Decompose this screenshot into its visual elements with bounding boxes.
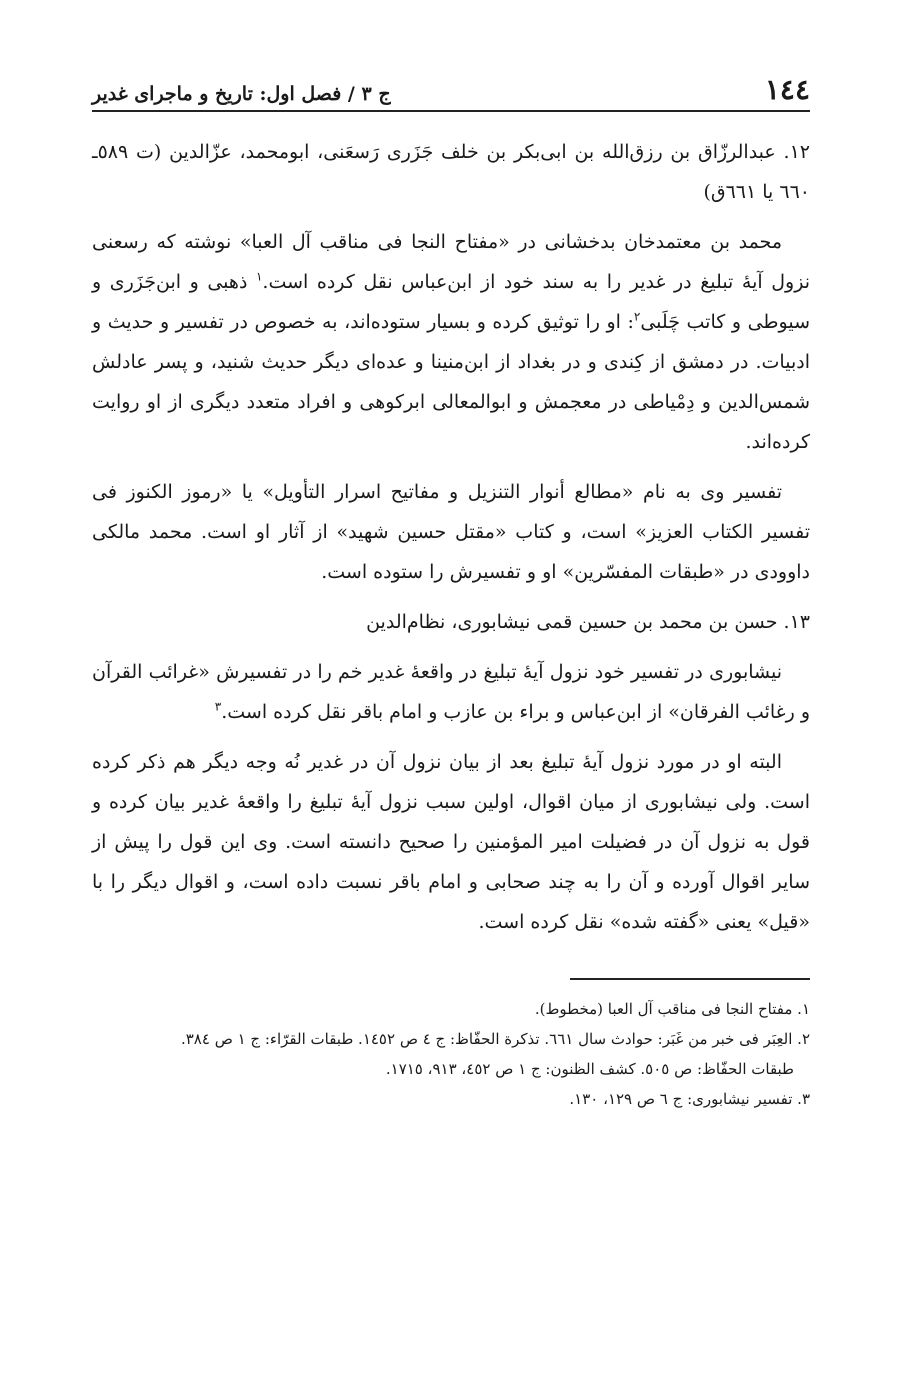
entry-12-heading: ١٢. عبدالرزّاق بن رزق‌الله بن ابی‌بکر بن خلف جَزَری رَسعَنی، ابومحمد، عزّالدین (ت ٥٨٩ـ ٦٦٠ یا ٦٦١ق) [92, 141, 810, 203]
page [92, 60, 810, 1114]
footnotes [92, 994, 810, 1114]
entry-12-paragraph-2: تفسیر وی به نام «مطالع أنوار التنزیل و مفاتیح اسرار التأویل» یا «رموز الکنوز فی تفسیر الکتاب العزیز» است، و کتاب «مقتل حسین شهید» از آثار او است. محمد مالکی داوودی در «طبقات المفسّرین» او و تفسیرش را ستوده است. [92, 481, 810, 583]
entry-12-paragraph-1-part-b: ذهبی و ابن‌جَزَری و سیوطی و کاتب چَلَبی [92, 271, 810, 333]
footnote-1: ١. مفتاح النجا فی مناقب آل العبا (مخطوط). [534, 1000, 810, 1018]
footnote-ref-1: ١ [255, 269, 263, 284]
page-number: ١٤٤ [764, 73, 810, 106]
entry-13-paragraph-1-text: نیشابوری در تفسیر خود نزول آیهٔ تبلیغ در واقعهٔ غدیر خم را در تفسیرش «غرائب القرآن و رغائب الفرقان» از ابن‌عباس و براء بن عازب و امام باقر نقل کرده است. [92, 661, 810, 723]
entry-13-paragraph-2: البته او در مورد نزول آیهٔ تبلیغ بعد از بیان نزول آن در غدیر نُه وجه دیگر هم ذکر کرده است. ولی نیشابوری از میان اقوال، اولین سبب نزول آیهٔ تبلیغ را واقعهٔ غدیر بیان کرده و قول به نزول آن در فضیلت امیر المؤمنین را صحیح دانسته است. وی این قول را پیش از سایر اقوال آورده و آن را به چند صحابی و امام باقر نسبت داده است، و اقوال دیگر را با «قیل» یعنی «گفته شده» نقل کرده است. [92, 751, 810, 933]
footnote-divider [570, 978, 810, 980]
entry-12-paragraph-1-part-c: : او را توثیق کرده و بسیار ستوده‌اند، به خصوص در تفسیر و حدیث و ادبیات. در دمشق از کِندی و در بغداد از ابن‌منینا و عده‌ای دیگر حدیث شنید، و پسر عادلش شمس‌الدین و دِمْیاطی در معجمش و ابوالمعالی ابرکوهی و افراد متعدد دیگری از او روایت کرده‌اند. [92, 311, 810, 453]
footnote-ref-2: ٢ [633, 309, 641, 324]
body-text [92, 132, 810, 942]
entry-12-paragraph-1 [92, 222, 810, 462]
footnote-ref-3: ٣ [214, 699, 222, 714]
header-title: ج ٣ / فصل اول: تاریخ و ماجرای غدیر [92, 83, 391, 105]
footnote-3: ٣. تفسیر نیشابوری: ج ٦ ص ١٢٩، ١٣٠. [569, 1090, 810, 1108]
running-header [92, 60, 810, 112]
footnote-2: ٢. العِبَر فی خبر من غَبَر: حوادث سال ٦٦١. تذکرة الحفّاظ: ج ٤ ص ١٤٥٢. طبقات القرّاء: ج ١ ص ٣٨٤. [180, 1030, 810, 1048]
entry-12-paragraph-1-part-a: محمد بن معتمدخان بدخشانی در «مفتاح النجا فی مناقب آل العبا» نوشته که رسعنی نزول آیهٔ تبلیغ در غدیر را به سند خود از ابن‌عباس نقل کرده است. [92, 231, 810, 293]
footnote-2-continued: طبقات الحفّاظ: ص ٥٠٥. کشف الظنون: ج ١ ص ٤٥٢، ٩١٣، ١٧١٥. [385, 1060, 794, 1078]
entry-13-heading: ١٣. حسن بن محمد بن حسین قمی نیشابوری، نظام‌الدین [366, 611, 810, 633]
entry-13-paragraph-1 [92, 652, 810, 732]
